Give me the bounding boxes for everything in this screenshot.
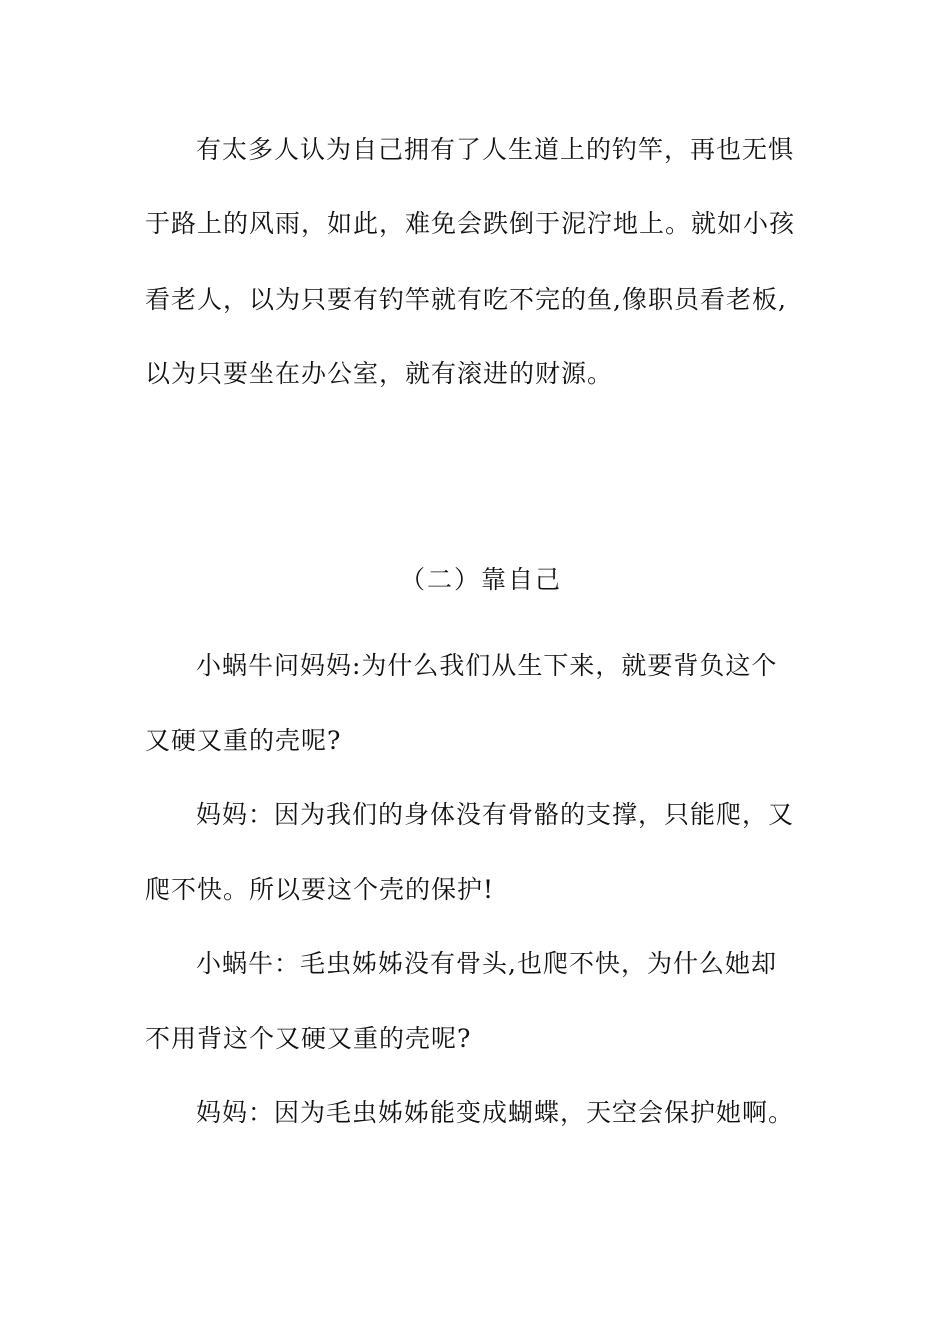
paragraph-line: 于路上的风雨，如此，难免会跌倒于泥泞地上。就如小孩 [145,209,796,238]
section-heading: （二）靠自己 [400,565,563,594]
paragraph-line: 妈妈：因为毛虫姊姊能变成蝴蝶，天空会保护她啊。 [196,1098,795,1127]
paragraph-line: 小蜗牛：毛虫姊姊没有骨头,也爬不快，为什么她却 [196,949,777,978]
paragraph-line: 妈妈：因为我们的身体没有骨骼的支撑，只能爬，又 [196,800,795,829]
paragraph-line: 看老人，以为只要有钓竿就有吃不完的鱼,像职员看老板, [145,285,787,314]
paragraph-line: 不用背这个又硬又重的壳呢? [145,1024,472,1053]
paragraph-line: 有太多人认为自己拥有了人生道上的钓竿，再也无惧 [196,135,795,164]
paragraph-line: 以为只要坐在办公室，就有滚进的财源。 [145,359,614,388]
paragraph-line: 爬不快。所以要这个壳的保护! [145,875,495,904]
paragraph-line: 又硬又重的壳呢? [145,726,342,755]
paragraph-line: 小蜗牛问妈妈:为什么我们从生下来，就要背负这个 [196,651,778,680]
